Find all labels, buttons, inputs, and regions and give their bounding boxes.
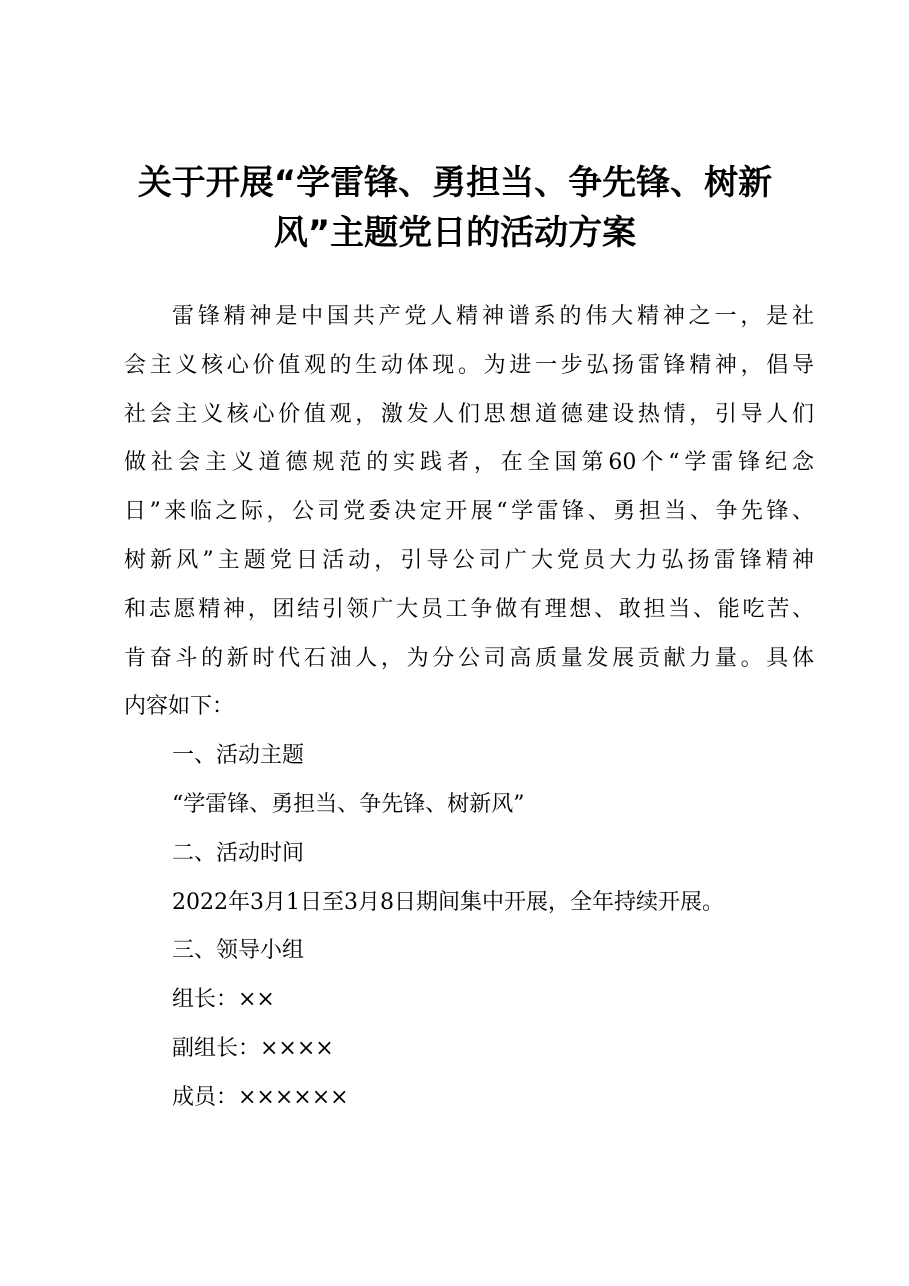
title-line-2: 风”主题党日的活动方案: [273, 213, 637, 253]
section-content-theme: “学雷锋、勇担当、争先锋、树新风”: [172, 791, 525, 817]
intro-paragraph: [124, 293, 814, 732]
deputy-leader-line: 副组长：××××: [172, 1035, 334, 1061]
intro-line: 做社会主义道德规范的实践者，在全国第60个“学雷锋纪念: [124, 450, 814, 476]
intro-line: 社会主义核心价值观，激发人们思想道德建设热情，引导人们: [124, 401, 814, 427]
intro-line: 内容如下：: [124, 694, 235, 720]
section-heading-leadership: 三、领导小组: [172, 938, 305, 964]
intro-line: 雷锋精神是中国共产党人精神谱系的伟大精神之一，是社: [172, 304, 814, 329]
intro-line: 会主义核心价值观的生动体现。为进一步弘扬雷锋精神，倡导: [124, 352, 814, 378]
intro-line: 日”来临之际，公司党委决定开展“学雷锋、勇担当、争先锋、: [124, 499, 814, 525]
section-heading-theme: 一、活动主题: [172, 743, 305, 769]
document-title: [100, 158, 810, 258]
intro-line: 和志愿精神，团结引领广大员工争做有理想、敢担当、能吃苦、: [124, 596, 814, 622]
members-line: 成员：××××××: [172, 1084, 349, 1110]
title-line-1: 关于开展“学雷锋、勇担当、争先锋、树新: [137, 163, 773, 203]
intro-line: 树新风”主题党日活动，引导公司广大党员大力弘扬雷锋精神: [124, 547, 814, 573]
intro-line: 肯奋斗的新时代石油人，为分公司高质量发展贡献力量。具体: [124, 645, 814, 671]
document-body: [124, 293, 814, 1123]
section-heading-time: 二、活动时间: [172, 840, 305, 866]
leader-line: 组长：××: [172, 987, 275, 1013]
section-content-time: 2022年3月1日至3月8日期间集中开展，全年持续开展。: [172, 889, 724, 915]
